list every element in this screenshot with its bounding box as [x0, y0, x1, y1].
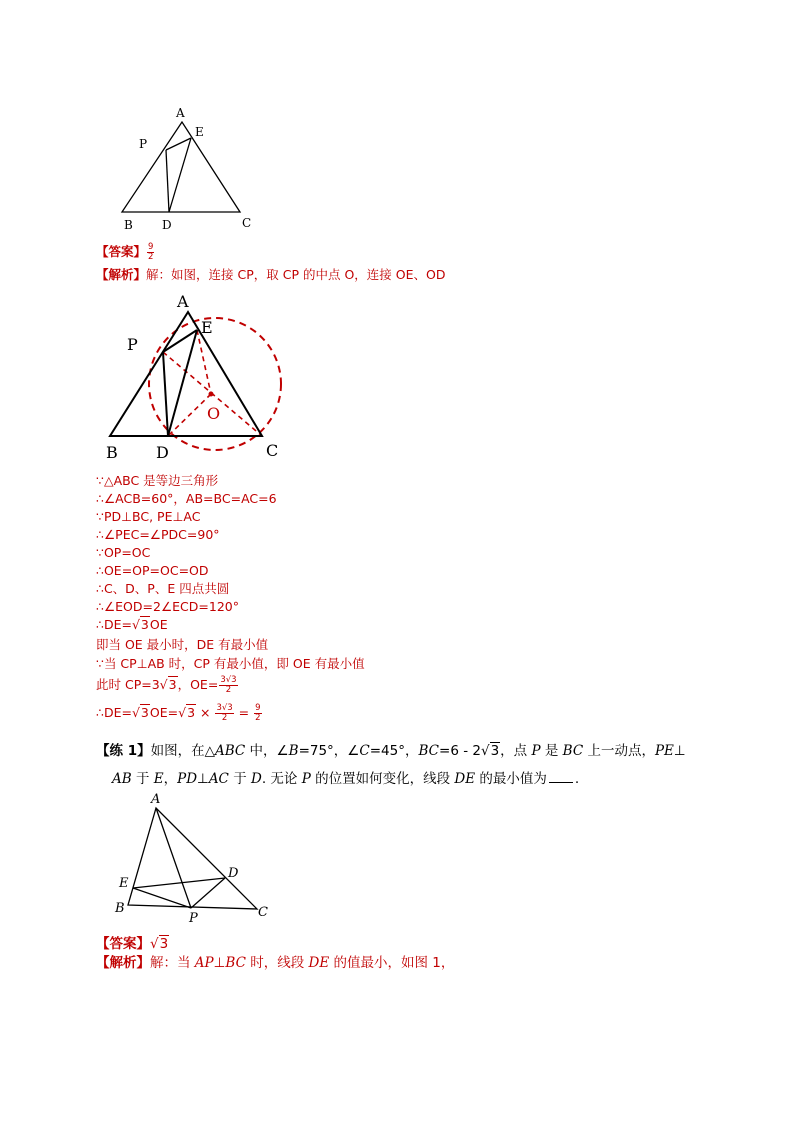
answer-fraction: $\frac{9}{2}$ — [148, 242, 154, 262]
proof-line-1: ∵△ABC 是等边三角形 — [96, 473, 219, 488]
proof-line-10: 即当 OE 最小时，DE 有最小值 — [96, 637, 269, 652]
exercise-line-2: AB 于 E，PD⊥AC 于 D. 无论 P 的位置如何变化，线段 DE 的最小值为 . — [112, 771, 580, 787]
proof-line-11: ∵当 CP⊥AB 时，CP 有最小值，即 OE 有最小值 — [96, 656, 365, 671]
analysis-1 — [96, 266, 445, 283]
proof-line-7: ∴C、D、P、E 四点共圆 — [96, 581, 230, 596]
fig3-label-b: B — [115, 901, 125, 916]
fig2-label-d: D — [156, 443, 169, 462]
center-point — [209, 392, 214, 397]
proof-line-5: ∵OP=OC — [96, 545, 151, 560]
answer-tag: 【答案】 — [96, 244, 147, 259]
dashed-circle — [149, 318, 281, 450]
fig2-label-o: O — [207, 404, 221, 423]
fig2-label-c: C — [266, 441, 279, 460]
analysis-text: 解：如图，连接 CP，取 CP 的中点 O，连接 OE、OD — [146, 267, 446, 282]
proof-line-6: ∴OE=OP=OC=OD — [96, 563, 209, 578]
fig3-label-a: A — [151, 792, 161, 807]
proof-line-3: ∵PD⊥BC, PE⊥AC — [96, 509, 201, 524]
analysis-2: 【解析】解：当 AP⊥BC 时，线段 DE 的值最小，如图 1， — [96, 955, 455, 971]
fig1-label-a: A — [176, 106, 185, 120]
answer-1 — [96, 243, 155, 262]
fig2-label-b: B — [106, 443, 118, 462]
exercise-line-1: 【练 1】如图，在△ABC 中，∠B=75°，∠C=45°，BC=6 - 2√3，点 P 是 BC 上一动点，PE⊥ — [96, 743, 686, 759]
fig3-label-d: D — [228, 866, 239, 881]
fig1-label-b: B — [124, 218, 133, 232]
answer-blank — [549, 782, 573, 783]
proof-line-2: ∴∠ACB=60°，AB=BC=AC=6 — [96, 491, 277, 506]
proof-line-4: ∴∠PEC=∠PDC=90° — [96, 527, 220, 542]
answer-2: 【答案】√3 — [96, 936, 169, 952]
fig2-label-a: A — [177, 292, 189, 311]
proof-line-9: ∴DE=√3OE — [96, 617, 168, 632]
analysis-tag: 【解析】 — [96, 267, 147, 282]
fig3-label-c: C — [258, 905, 268, 920]
fig2-label-e: E — [201, 318, 213, 337]
proof-line-13: ∴DE=√3OE=√3 × $\frac{3√3}{2}$ = $\frac{9}{2}$ — [96, 703, 261, 723]
proof-line-8: ∴∠EOD=2∠ECD=120° — [96, 599, 239, 614]
fig1-label-c: C — [242, 216, 252, 230]
fig3-label-p: P — [189, 911, 198, 926]
fig3-label-e: E — [119, 876, 129, 891]
proof-line-12: 此时 CP=3√3，OE= $\frac{3√3}{2}$ — [96, 675, 237, 695]
fig1-label-e: E — [195, 125, 204, 139]
fig1-label-p: P — [139, 137, 148, 151]
fig1-label-d: D — [162, 218, 172, 232]
fig2-label-p: P — [127, 335, 138, 354]
